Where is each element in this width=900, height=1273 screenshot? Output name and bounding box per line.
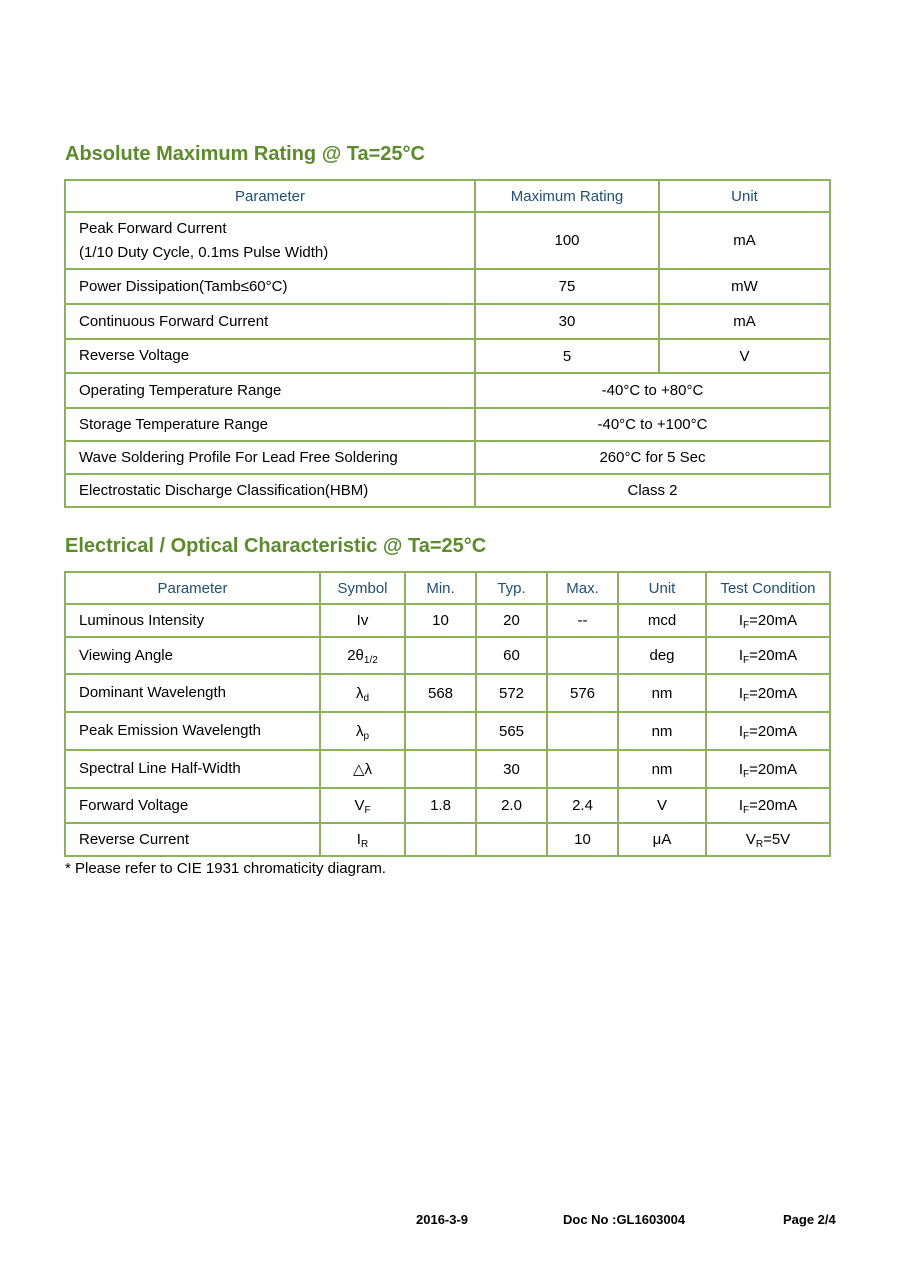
unit-cell: mW [659, 269, 830, 304]
param-cell: Reverse Current [65, 823, 320, 856]
condition-cell: $V_R=5V$ [706, 823, 830, 856]
symbol-cell: Iv [320, 604, 405, 637]
param-cell: Operating Temperature Range [65, 373, 475, 408]
max-cell: 10 [547, 823, 618, 856]
table-row [65, 712, 830, 750]
max-cell [547, 712, 618, 750]
symbol-cell: $2\theta_{1/2}$ [320, 637, 405, 674]
header-symbol: Symbol [320, 572, 405, 604]
typ-cell: 30 [476, 750, 547, 788]
param-cell: Dominant Wavelength [65, 674, 320, 712]
unit-cell: V [659, 339, 830, 373]
header-unit: Unit [659, 180, 830, 212]
header-min: Min. [405, 572, 476, 604]
param-cell: Peak Emission Wavelength [65, 712, 320, 750]
param-cell: Power Dissipation(Tamb≤60°C) [65, 269, 475, 304]
symbol-cell: $\lambda_d$ [320, 674, 405, 712]
unit-cell: V [618, 788, 706, 823]
header-test-condition: Test Condition [706, 572, 830, 604]
table-row [65, 373, 830, 408]
unit-cell: nm [618, 712, 706, 750]
header-parameter: Parameter [65, 572, 320, 604]
section-title-absolute-max: Absolute Maximum Rating @ Ta=25°C [65, 143, 425, 165]
table-row [65, 637, 830, 674]
max-cell [547, 750, 618, 788]
param-cell: Luminous Intensity [65, 604, 320, 637]
table-row [65, 604, 830, 637]
absolute-max-rating-table [64, 179, 831, 508]
footer-page-number: Page 2/4 [783, 1212, 836, 1227]
header-max: Max. [547, 572, 618, 604]
value-cell: 100 [475, 212, 659, 269]
header-typ: Typ. [476, 572, 547, 604]
unit-cell: nm [618, 674, 706, 712]
min-cell [405, 823, 476, 856]
min-cell [405, 750, 476, 788]
value-cell: Class 2 [475, 474, 830, 507]
condition-cell: $I_F=20mA$ [706, 788, 830, 823]
param-cell: Electrostatic Discharge Classification(HBM) [65, 474, 475, 507]
typ-cell: 2.0 [476, 788, 547, 823]
param-cell: Forward Voltage [65, 788, 320, 823]
min-cell [405, 637, 476, 674]
typ-cell: 20 [476, 604, 547, 637]
header-unit: Unit [618, 572, 706, 604]
condition-cell: $I_F=20mA$ [706, 604, 830, 637]
footnote: * Please refer to CIE 1931 chromaticity diagram. [65, 860, 386, 877]
electrical-optical-table [64, 571, 831, 857]
value-cell: 75 [475, 269, 659, 304]
table-row [65, 674, 830, 712]
condition-cell: $I_F=20mA$ [706, 712, 830, 750]
table-row [65, 823, 830, 856]
min-cell [405, 712, 476, 750]
typ-cell: 60 [476, 637, 547, 674]
symbol-cell: $\lambda_p$ [320, 712, 405, 750]
footer-date: 2016-3-9 [416, 1212, 469, 1227]
table-header-row [65, 180, 830, 212]
table-row [65, 408, 830, 441]
table-row [65, 474, 830, 507]
table-header-row [65, 572, 830, 604]
condition-cell: $I_F=20mA$ [706, 637, 830, 674]
footer-doc-number: Doc No :GL1603004 [563, 1212, 686, 1227]
unit-cell: mA [659, 304, 830, 339]
unit-cell: deg [618, 637, 706, 674]
typ-cell: 565 [476, 712, 547, 750]
symbol-cell: △λ [320, 750, 405, 788]
min-cell: 568 [405, 674, 476, 712]
unit-cell: mA [659, 212, 830, 269]
table-row [65, 269, 830, 304]
unit-cell: μA [618, 823, 706, 856]
param-cell: Reverse Voltage [65, 339, 475, 373]
header-parameter: Parameter [65, 180, 475, 212]
min-cell: 10 [405, 604, 476, 637]
table-row [65, 788, 830, 823]
value-cell: 5 [475, 339, 659, 373]
section-title-electrical-optical: Electrical / Optical Characteristic @ Ta=25°C [65, 535, 487, 557]
value-cell: -40°C to +80°C [475, 373, 830, 408]
param-line-2: (1/10 Duty Cycle, 0.1ms Pulse Width) [79, 243, 329, 261]
param-cell [65, 212, 475, 269]
unit-cell: mcd [618, 604, 706, 637]
unit-cell: nm [618, 750, 706, 788]
table-row [65, 339, 830, 373]
param-cell: Viewing Angle [65, 637, 320, 674]
table-row [65, 212, 830, 269]
table-row [65, 304, 830, 339]
max-cell: 576 [547, 674, 618, 712]
param-cell: Storage Temperature Range [65, 408, 475, 441]
table-row [65, 441, 830, 474]
max-cell: 2.4 [547, 788, 618, 823]
max-cell: -- [547, 604, 618, 637]
symbol-cell: $I_R$ [320, 823, 405, 856]
table-row [65, 750, 830, 788]
param-cell: Wave Soldering Profile For Lead Free Soldering [65, 441, 475, 474]
min-cell: 1.8 [405, 788, 476, 823]
condition-cell: $I_F=20mA$ [706, 674, 830, 712]
symbol-cell: $V_F$ [320, 788, 405, 823]
value-cell: -40°C to +100°C [475, 408, 830, 441]
header-max-rating: Maximum Rating [475, 180, 659, 212]
param-cell: Continuous Forward Current [65, 304, 475, 339]
typ-cell [476, 823, 547, 856]
value-cell: 260°C for 5 Sec [475, 441, 830, 474]
max-cell [547, 637, 618, 674]
value-cell: 30 [475, 304, 659, 339]
condition-cell: $I_F=20mA$ [706, 750, 830, 788]
param-cell: Spectral Line Half-Width [65, 750, 320, 788]
typ-cell: 572 [476, 674, 547, 712]
param-line-1: Peak Forward Current [79, 219, 227, 237]
